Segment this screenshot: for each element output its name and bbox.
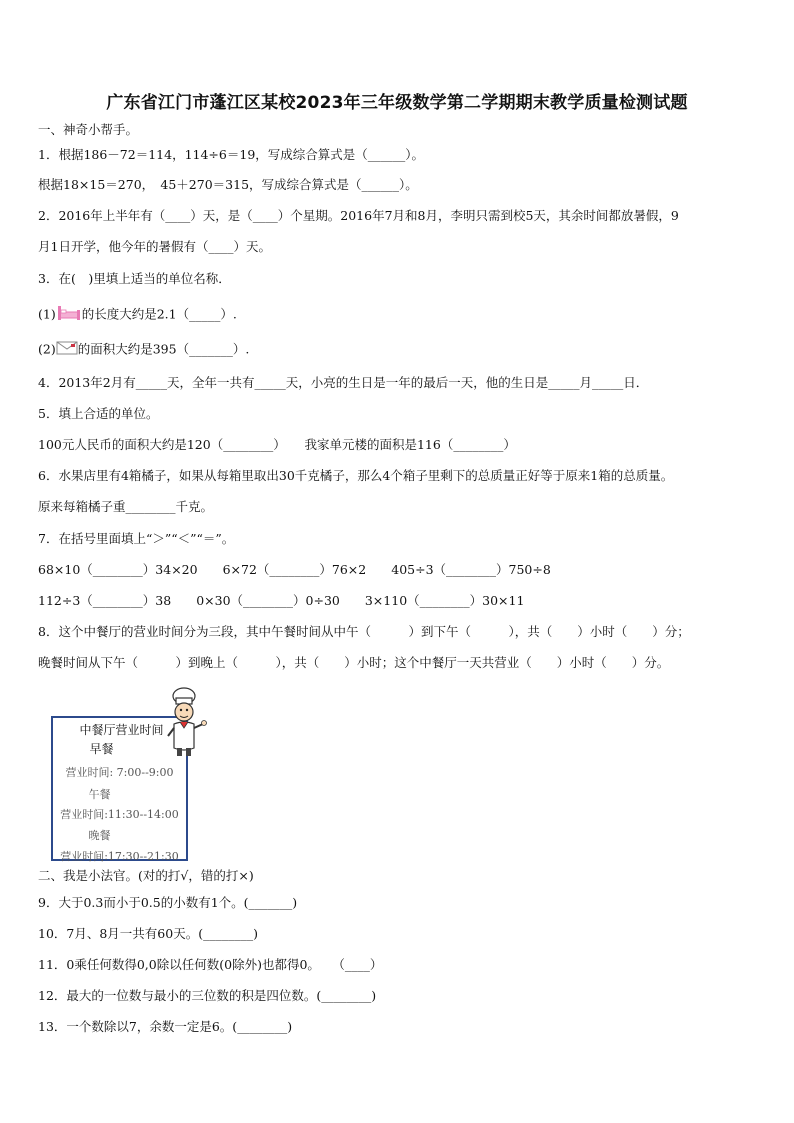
question-5: 5．填上合适的单位。	[38, 406, 159, 421]
question-3-2	[38, 341, 249, 359]
question-2a: 2．2016年上半年有（____）天，是（____）个星期。2016年7月和8月，李明只需到校5天，其余时间都放暑假，9	[38, 208, 679, 223]
question-13: 13．一个数除以7，余数一定是6。(________)	[38, 1019, 293, 1034]
question-9: 9．大于0.3而小于0.5的小数有1个。(_______)	[38, 895, 298, 910]
chef-icon	[160, 686, 208, 762]
question-7: 7．在括号里面填上“＞”“＜”“＝”。	[38, 531, 235, 546]
question-4: 4．2013年2月有_____天，全年一共有_____天，小亮的生日是一年的最后一天，他的生日是_____月_____日．	[38, 375, 649, 390]
menu-dinner: 晚餐	[88, 829, 111, 842]
question-8a: 8．这个中餐厅的营业时间分为三段，其中午餐时间从中午（ ）到下午（ ），共（ ）小时（ ）分；	[38, 624, 690, 639]
item-label: (1)	[38, 306, 56, 322]
menu-dinner-time: 营业时间:17:30--21:30	[60, 850, 179, 863]
menu-heading: 中餐厅营业时间	[79, 723, 164, 737]
question-3: 3．在( )里填上适当的单位名称．	[38, 271, 231, 286]
question-11: 11．0乘任何数得0,0除以任何数(0除外)也都得0。 （____）	[38, 957, 383, 972]
question-8b: 晚餐时间从下午（ ）到晚上（ ），共（ ）小时；这个中餐厅一天共营业（ ）小时（ ）分。	[38, 655, 670, 670]
page-title: 广东省江门市蓬江区某校2023年三年级数学第二学期期末教学质量检测试题	[106, 93, 688, 113]
menu-breakfast: 早餐	[89, 742, 114, 756]
section-2-heading: 二、我是小法官。(对的打√，错的打×)	[38, 868, 254, 883]
question-6b: 原来每箱橘子重________千克。	[38, 499, 214, 514]
question-7-row1: 68×10（________）34×20 6×72（________）76×2 405÷3（________）750÷8	[38, 562, 551, 577]
section-1-heading: 一、神奇小帮手。	[38, 122, 139, 137]
question-2b: 月1日开学，他今年的暑假有（____）天。	[38, 239, 271, 254]
question-3-2-text: 的面积大约是395（_______）.	[77, 341, 250, 357]
question-1b: 根据18×15＝270， 45＋270＝315，写成综合算式是（______）。	[38, 177, 418, 192]
question-6a: 6．水果店里有4箱橘子，如果从每箱里取出30千克橘子，那么4个箱子里剩下的总质量正好等于原来1箱的总质量。	[38, 468, 674, 483]
question-3-1-text: 的长度大约是2.1（_____）.	[81, 306, 237, 322]
question-5-items: 100元人民币的面积大约是120（________） 我家单元楼的面积是116（________）	[38, 437, 516, 452]
question-7-row2: 112÷3（________）38 0×30（________）0÷30 3×110（________）30×11	[38, 593, 525, 608]
question-1a: 1．根据186－72＝114，114÷6＝19，写成综合算式是（______）。	[38, 147, 425, 162]
question-10: 10．7月、8月一共有60天。(________)	[38, 926, 258, 941]
menu-lunch-time: 营业时间:11:30--14:00	[60, 808, 179, 821]
menu-lunch: 午餐	[88, 788, 111, 801]
menu-breakfast-time: 营业时间: 7:00--9:00	[65, 766, 174, 779]
bed-icon	[56, 303, 82, 327]
question-3-1	[38, 303, 237, 327]
question-12: 12．最大的一位数与最小的三位数的积是四位数。(________)	[38, 988, 377, 1003]
item-label: (2)	[38, 341, 56, 357]
envelope-icon	[56, 341, 78, 359]
